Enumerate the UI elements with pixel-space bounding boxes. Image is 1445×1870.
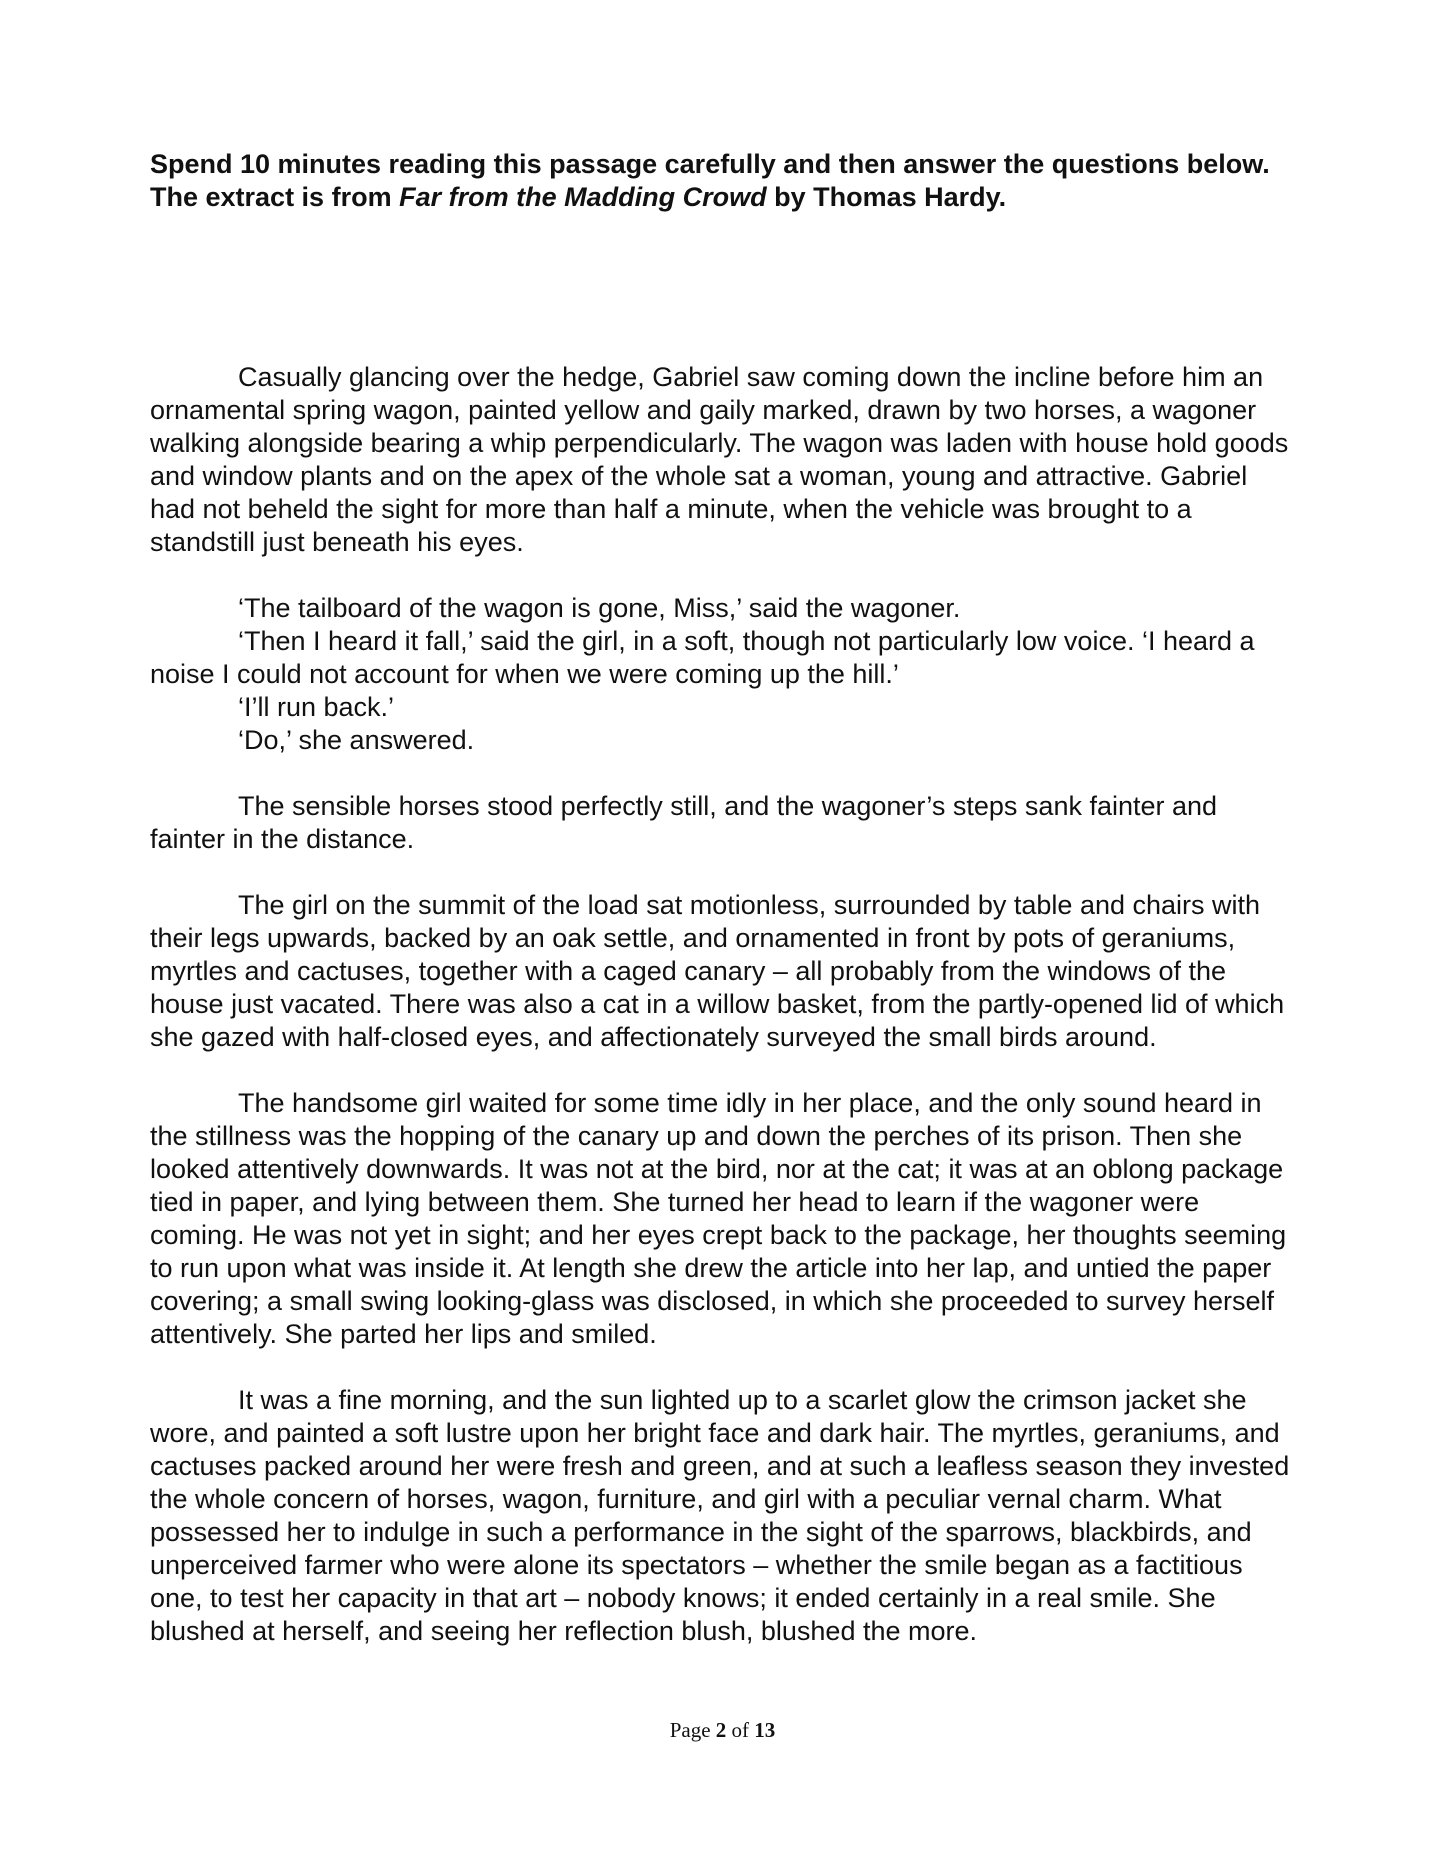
dialogue-line-2: ‘Then I heard it fall,’ said the girl, in a soft, though not particularly low voice. ‘I heard a noise I could not account for when we were coming up the hill.’ [150, 626, 1255, 689]
page-label: Page [669, 1718, 711, 1742]
paragraph-1: Casually glancing over the hedge, Gabriel saw coming down the incline before him an ornamental spring wagon, painted yellow and gaily marked, drawn by two horses, a wagoner walking alongside bearing a whip perpendicularly. The wagon was laden with house hold goods and window plants and on the apex of the whole sat a woman, young and attractive. Gabriel had not beheld the sight for more than half a minute, when the vehicle was brought to a standstill just beneath his eyes. [150, 362, 1289, 557]
of-label: of [731, 1718, 750, 1742]
instructions-author: by Thomas Hardy. [766, 182, 1007, 212]
dialogue-line-1: ‘The tailboard of the wagon is gone, Miss,’ said the wagoner. [238, 593, 961, 623]
dialogue-line-4: ‘Do,’ she answered. [238, 725, 475, 755]
total-page-number: 13 [754, 1718, 776, 1742]
instructions-text: Spend 10 minutes reading this passage carefully and then answer the questions below. The extract is from [150, 149, 1270, 212]
instructions-heading [150, 148, 1290, 214]
document-page [150, 148, 1290, 1648]
paragraph-3: The girl on the summit of the load sat motionless, surrounded by table and chairs with their legs upwards, backed by an oak settle, and ornamented in front by pots of geraniums, myrtles and cactuses, together with a caged canary – all probably from the windows of the house just vacated. There was also a cat in a willow basket, from the partly-opened lid of which she gazed with half-closed eyes, and affectionately surveyed the small birds around. [150, 890, 1285, 1052]
book-title: Far from the Madding Crowd [399, 182, 767, 212]
paragraph-4: The handsome girl waited for some time idly in her place, and the only sound heard in the stillness was the hopping of the canary up and down the perches of its prison. Then she looked attentively downwards. It was not at the bird, nor at the cat; it was at an oblong package tied in paper, and lying between them. She turned her head to learn if the wagoner were coming. He was not yet in sight; and her eyes crept back to the package, her thoughts seeming to run upon what was inside it. At length she drew the article into her lap, and untied the paper covering; a small swing looking-glass was disclosed, in which she proceeded to survey herself attentively. She parted her lips and smiled. [150, 1088, 1287, 1349]
paragraph-2: The sensible horses stood perfectly still, and the wagoner’s steps sank fainter and fainter in the distance. [150, 791, 1218, 854]
dialogue-line-3: ‘I’ll run back.’ [238, 692, 395, 722]
page-number-footer [0, 1718, 1445, 1743]
paragraph-5: It was a fine morning, and the sun lighted up to a scarlet glow the crimson jacket she wore, and painted a soft lustre upon her bright face and dark hair. The myrtles, geraniums, and cactuses packed around her were fresh and green, and at such a leafless season they invested the whole concern of horses, wagon, furniture, and girl with a peculiar vernal charm. What possessed her to indulge in such a performance in the sight of the sparrows, blackbirds, and unperceived farmer who were alone its spectators – whether the smile began as a factitious one, to test her capacity in that art – nobody knows; it ended certainly in a real smile. She blushed at herself, and seeing her reflection blush, blushed the more. [150, 1385, 1290, 1646]
current-page-number: 2 [715, 1718, 727, 1742]
extract-passage [150, 361, 1290, 1648]
